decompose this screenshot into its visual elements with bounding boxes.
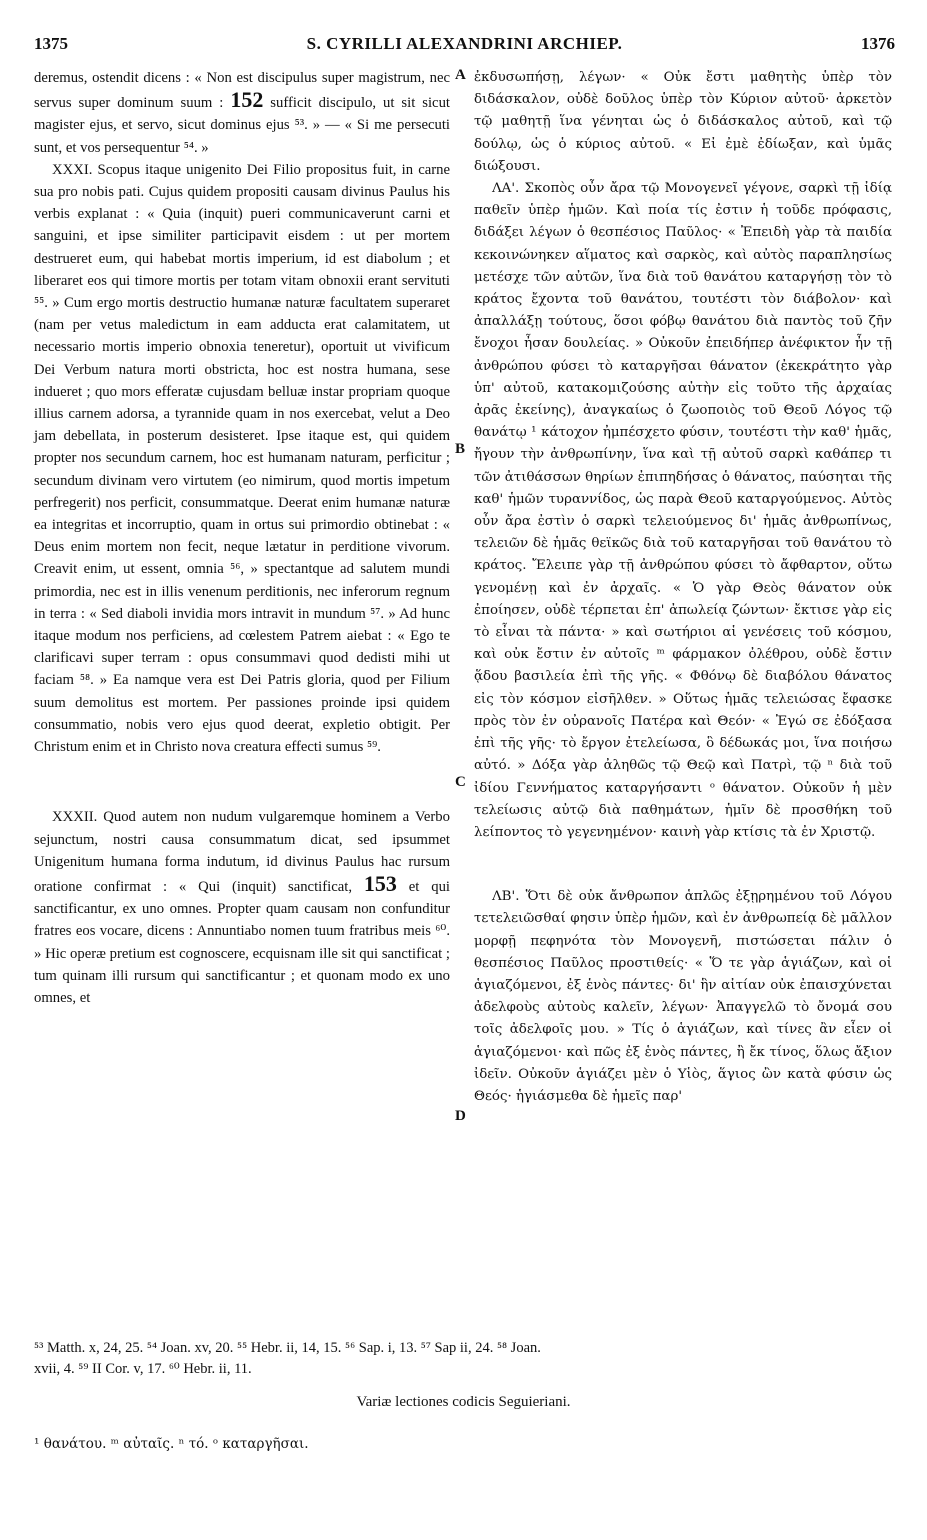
latin-section-xxxii: XXXII. Quod autem non nudum vulgaremque hominem a Verbo sejunctum, nostri causa consummatum dicat, sed ipsummet Unigenitum humana forma indutum, id divinus Paulus hac rursum oratione confirmat : « Qui (inquit) sanctificat, 153 et qui sanctificantur, ex uno omnes. Propter quam causam non confunditur fratres eos vocare, dicens : Annuntiabo nomen tuum fratribus meis ⁶⁰. » Hic operæ pretium est cognoscere, ecquisnam ille sit qui sanctificat ; tum quinam illi rursum qui sanctificantur ; et quonam modo ex uno omnes, et <box>34 809 450 1006</box>
margin-letter-c: C <box>455 774 466 790</box>
column-number-152: 152 <box>230 87 264 113</box>
page-header <box>34 34 895 60</box>
greek-section-lb: ΛΒ'. Ὅτι δὲ οὐκ ἄνθρωπον ἁπλῶς ἐξῃρημένου τοῦ Λόγου τετελειῶσθαί φησιν ὑπὲρ ἡμῶν, καὶ ἐν ἀνθρωπείᾳ δὲ μᾶλλον μορφῇ πεφηνότα τὸν Μονογενῆ, πιστώσεται πάλιν ὁ θεσπέσιος Παῦλος προστιθείς· « Ὅ τε γὰρ ἁγιάζων, καὶ οἱ ἁγιαζόμενοι, ἐξ ἑνὸς πάντες· δι' ἣν αἰτίαν οὐκ ἐπαισχύνεται ἀδελφοὺς αὐτοὺς καλεῖν, λέγων· Ἀπαγγελῶ τὸ ὄνομά σου τοῖς ἀδελφοῖς μου. » Τίς ὁ ἁγιάζων, καὶ τίνες ἂν εἶεν οἱ ἁγιαζόμενοι· καὶ πῶς ἐξ ἑνὸς πάντες, ἢ ἔκ τίνος, ὅλως ἄξιον ἰδεῖν. Οὐκοῦν ἁγιάζει μὲν ὁ Υἱὸς, ἅγιος ὢν κατὰ φύσιν ὡς Θεός· ἡγιάσμεθα δὲ ἡμεῖς παρ' <box>474 889 892 1104</box>
footnote-line-1: ⁵³ Matth. x, 24, 25. ⁵⁴ Joan. xv, 20. ⁵⁵ Hebr. ii, 14, 15. ⁵⁶ Sap. i, 13. ⁵⁷ Sap ii, 24. ⁵⁸ Joan. <box>34 1340 541 1356</box>
footnotes <box>34 1338 895 1380</box>
column-number-153: 153 <box>363 870 397 896</box>
margin-letter-b: B <box>455 441 466 457</box>
variant-readings: ¹ θανάτου. ᵐ αὐταῖς. ⁿ τό. ᵒ καταργῆσαι. <box>34 1436 309 1452</box>
page-number-right: 1376 <box>861 34 895 53</box>
margin-letter-d: D <box>455 1108 466 1124</box>
greek-intro: ἐκδυσωπήσῃ, λέγων· « Οὐκ ἔστι μαθητὴς ὑπὲρ τὸν διδάσκαλον, οὐδὲ δοῦλος ὑπὲρ τὸν Κύριον αὐτοῦ· ἀρκετὸν τῷ μαθητῇ ἵνα γένηται ὡς ὁ διδάσκαλος αὐτοῦ, καὶ τῷ δούλῳ, ὡς ὁ κύριος αὐτοῦ. « Εἰ ἐμὲ ἐδίωξαν, καὶ ὑμᾶς διώξουσι. <box>474 70 892 174</box>
greek-column <box>474 67 892 1108</box>
latin-intro: deremus, ostendit dicens : « Non est discipulus super magistrum, nec servus super dominum suum : 152 sufficit discipulo, ut sit sicut magister ejus, et servo, sicut dominus ejus ⁵³. » — « Si me persecuti sunt, et vos persequentur ⁵⁴. » <box>34 70 450 156</box>
page-number-left: 1375 <box>34 34 68 53</box>
greek-section-la: ΛΑ'. Σκοπὸς οὖν ἄρα τῷ Μονογενεῖ γέγονε, σαρκὶ τῇ ἰδίᾳ παθεῖν ὑπὲρ ἡμῶν. Καὶ ποία τίς ἐστιν ἡ τοῦδε πρόφασις, διδάξει λέγων ὁ θεσπέσιος Παῦλος· « Ἐπειδὴ γὰρ τὰ παιδία κεκοινώνηκεν αἵματος καὶ σαρκὸς, καὶ αὐτὸς παραπλησίως μετέσχε τῶν αὐτῶν, ἵνα διὰ τοῦ θανάτου καταργήσῃ τὸν τὸ κράτος ἔχοντα τοῦ θανάτου, τουτέστι τὸν διάβολον· καὶ ἀπαλλάξῃ τούτους, ὅσοι φόβῳ θανάτου διὰ παντὸς τοῦ ζῆν ἔνοχοι ἦσαν δουλείας. » Οὐκοῦν ἐπειδήπερ ἀνέφικτον ἦν τῇ ἀνθρώπου φύσει τὸ καταργῆσαι θάνατον (ἐκεκράτητο γὰρ ὑπ' αὐτοῦ, κατακομιζούσης αὐτὴν εἰς τοῦτο τῆς ἀρχαίας ἀρᾶς ἐκείνης), ἀναγκαίως ὁ ζωοποιὸς τοῦ Θεοῦ Λόγος τῷ θανάτῳ ¹ κάτοχον ἠμπέσχετο φύσιν, τουτέστι τὴν καθ' ἡμᾶς, ἤγουν τὴν ἀνθρωπίνην, ἵνα καὶ τῇ αὐτοῦ σαρκὶ καθάπερ τι τῶν ἀτιθάσσων θηρίων ἐπιπηδήσας ὁ θάνατος, παύσηται τῆς καθ' ἡμῶν τυραννίδος, ὡς παρὰ Θεοῦ καταργούμενος. Αὐτὸς οὖν ἄρα ἐστὶν ὁ σαρκὶ τελειούμενος δι' ἡμᾶς ἀνθρωπίνως, τελειῶν δὲ ἡμᾶς θεϊκῶς διὰ τοῦ καταργῆσαι τοῦ θανάτου τὸ κράτος. Ἔλειπε γὰρ τῇ ἀνθρώπου φύσει τὸ ἄφθαρτον, οὕτω γενομένῃ καὶ ἐν ἀρχαῖς. « Ὁ γὰρ Θεὸς θάνατον οὐκ ἐποίησεν, οὐδὲ τέρπεται ἐπ' ἀπωλείᾳ ζώντων· ἔκτισε γὰρ εἰς τὸ εἶναι τὰ πάντα· » καὶ σωτήριοι αἱ γενέσεις τοῦ κόσμου, καὶ οὐκ ἔστιν ἐν αὐτοῖς ᵐ φάρμακον ὀλέθρου, οὐδὲ ἔστιν ᾅδου βασιλεία ἐπὶ τῆς γῆς. « Φθόνῳ δὲ διαβόλου θάνατος εἰς τὸν κόσμον εἰσῆλθεν. » Οὕτως ἡμᾶς τελειώσας ἔφασκε πρὸς τὸν ἐν οὐρανοῖς Πατέρα καὶ Θεόν· « Ἐγώ σε ἐδόξασα ἐπὶ τῆς γῆς· τὸ ἔργον ἐτελείωσα, ὃ δέδωκάς μοι, ἵνα ποιήσω αὐτό. » Δόξα γὰρ ἀληθῶς τῷ Θεῷ καὶ Πατρὶ, τῷ ⁿ διὰ τοῦ ἰδίου Γεννήματος καταργήσαντι ᵒ θάνατον. Οὐκοῦν ἡ μὲν τελείωσις αὐτῷ διὰ παθημάτων, ἡμῖν δὲ προσθήκη τοῦ λείποντος τὸ γεγενημένον· καινὴ γὰρ κτίσις τὰ ἐν Χριστῷ. <box>474 181 892 840</box>
variae-lectiones-title: Variæ lectiones codicis Seguieriani. <box>356 1394 571 1410</box>
running-title: S. CYRILLI ALEXANDRINI ARCHIEP. <box>306 34 623 53</box>
margin-letter-a: A <box>455 67 466 83</box>
latin-column <box>34 67 450 1009</box>
latin-section-xxxi: XXXI. Scopus itaque unigenito Dei Filio propositus fuit, in carne sua pro nobis pati. Cujus quidem propositi causam divinus Paulus his verbis explanat : « Quia (inquit) pueri communicaverunt carni et sanguini, et ipse similiter participavit eisdem : ut per mortem destrueret eum, qui habebat mortis imperium, id est diabolum ; et liberaret eos qui timore mortis per totam vitam obnoxii erant servituti ⁵⁵. » Cum ergo mortis destructio humanæ naturæ facultatem superaret (nam per vetus maledictum in eam adducta erat calamitatem, ut necessario mortis imperio obnoxia teneretur), oportuit ut vivificum Dei Verbum natura morti obstricta, hoc est nostra humana, sese indueret ; quo mors efferatæ cujusdam belluæ instar propriam quoque illius carnem adorsa, a tyrannide quam in nos exercebat, velut a Deo jam debellata, in posterum desisteret. Ipse itaque est, qui quidem propter nos secundum carnem, hoc est humanam naturam, perficitur ; secundum divinam vero virtutem (eo nimirum, quod mortis impetum perfregerit) nos perficit, consummatque. Deerat enim humanæ naturæ ea integritas et incorruptio, quam in ortus sui primordio obtinebat : « Deus enim mortem non fecit, neque lætatur in perditione vivorum. Creavit enim, ut essent, omnia ⁵⁶, » spectantque ad salutem mundi primordia, nec est in illis venenum perditionis, nec inferorum regnum in terra : « Sed diaboli invidia mors intravit in mundum ⁵⁷. » Ad hunc itaque modum nos perficiens, ad cœlestem Patrem aiebat : « Ego te clarificavi super terram : opus consummavi quod dedisti mihi ut faciam ⁵⁸. » Ea namque vera est Dei Patris gloria, quod per Filium suum demolitus est mortem. Per passiones proinde ipsi quidem consummatio, nobis vero ejus quod deerat, expletio obtigit. Per Christum enim et in Christo nova creatura effecti sumus ⁵⁹. <box>34 161 450 756</box>
footnote-line-2: xvii, 4. ⁵⁹ II Cor. v, 17. ⁶⁰ Hebr. ii, 11. <box>34 1361 252 1377</box>
